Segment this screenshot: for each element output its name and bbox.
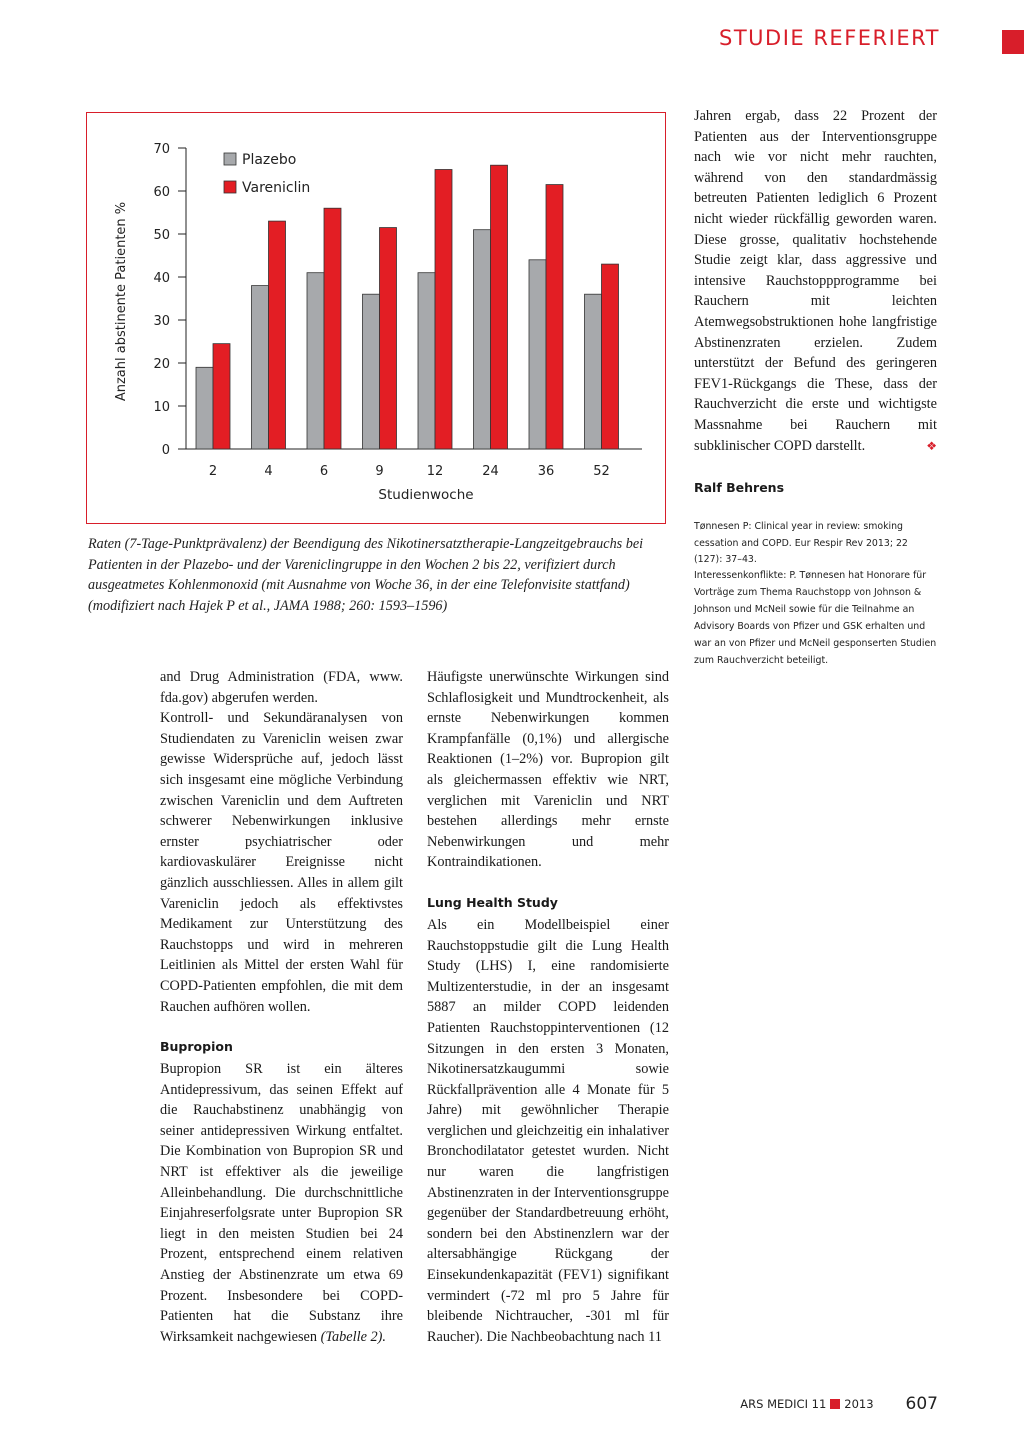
legend-swatch xyxy=(224,153,236,165)
text-column-3 xyxy=(694,106,937,456)
bar-vareniclin xyxy=(213,344,230,449)
header-accent-block xyxy=(1002,30,1024,54)
paragraph: and Drug Administration (FDA, www. fda.gov) abgerufen werden. xyxy=(160,669,403,706)
paragraph-text: Bupropion SR ist ein älteres Antidepressivum, das seinen Effekt auf die Rauchabstinenz unabhängig von seiner antidepressiven Wirkung entfaltet. Die Kombination von Bupropion SR und NRT ist effektiver als die jeweilige Alleinbehandlung. Die durchschnittliche Einjahreserfolgsrate unter Bupropion SR liegt in den meisten Studien bei 24 Prozent, entsprechend einem relativen Anstieg der Abstinenzrate um etwa 69 Prozent. Insbesondere bei COPD-Patienten hat die Substanz ihre Wirksamkeit nachgewiesen xyxy=(160,1061,403,1345)
legend-swatch xyxy=(224,181,236,193)
bar-plazebo xyxy=(307,273,324,449)
bar-vareniclin xyxy=(602,264,619,449)
bar-vareniclin xyxy=(491,165,508,449)
x-tick-label: 36 xyxy=(537,464,555,479)
legend-label: Vareniclin xyxy=(242,180,311,196)
figure-caption: Raten (7-Tage-Punktprävalenz) der Beendigung des Nikotinersatztherapie-Langzeitgebrauchs bei Patienten in der Plazebo- und der Vareniclingruppe in den Wochen 2 bis 22, verifiziert durch ausgeatmetes Kohlenmonoxid (mit Ausnahme von Woche 36, in der eine Telefonvisite stattfand) (modifiziert nach Hajek P et al., JAMA 1988; 260: 1593–1596) xyxy=(88,536,644,614)
bar-vareniclin xyxy=(435,170,452,450)
paragraph: Kontroll- und Sekundäranalysen von Studiendaten zu Vareniclin weisen zwar gewisse Widersprüche auf, jedoch lässt sich insgesamt eine mögliche Verbindung zwischen Vareniclin und dem Auftreten schwerer Nebenwirkungen inklusive ernster psychiatrischer oder kardiovaskulärer Ereignisse nicht gänzlich ausschliessen. Alles in allem gilt Vareniclin jedoch als effektivstes Medikament zur Unterstützung des Rauchstopps und wird in mehreren Leitlinien als Mittel der ersten Wahl für COPD-Patienten empfohlen, die mit dem Rauchen aufhören wollen. xyxy=(160,710,403,1015)
x-tick-label: 12 xyxy=(426,464,444,479)
x-tick-label: 24 xyxy=(482,464,499,479)
paragraph xyxy=(160,1059,403,1347)
x-tick-label: 52 xyxy=(593,464,610,479)
x-axis-label: Studienwoche xyxy=(378,487,474,503)
bar-plazebo xyxy=(196,367,213,449)
reference: Tønnesen P: Clinical year in review: smoking cessation and COPD. Eur Respir Rev 2013; 22 (127): 37–43. xyxy=(694,521,908,565)
journal-name: ARS MEDICI 11 xyxy=(740,1397,827,1411)
page-number: 607 xyxy=(905,1394,938,1414)
bar-plazebo xyxy=(363,294,380,449)
y-tick-label: 40 xyxy=(153,271,170,286)
conflict-of-interest: Interessenkonflikte: P. Tønnesen hat Honorare für Vorträge zum Thema Rauchstopp von Johnson & Johnson und McNeil sowie für die Teilnahme an Advisory Boards von Pfizer und GSK erhalten und war an von Pfizer und McNeil gesponserten Studien zum Rauchverzicht beteiligt. xyxy=(694,570,937,666)
bar-plazebo xyxy=(585,294,602,449)
y-tick-label: 70 xyxy=(153,142,170,157)
bar-vareniclin xyxy=(324,208,341,449)
x-tick-label: 4 xyxy=(264,464,273,479)
text-column-2 xyxy=(427,667,669,1347)
y-axis-label: Anzahl abstinente Patienten % xyxy=(114,201,129,402)
text-column-1 xyxy=(160,667,403,1347)
journal-year: 2013 xyxy=(844,1397,874,1411)
paragraph: Als ein Modellbeispiel einer Rauchstoppstudie gilt die Lung Health Study (LHS) I, eine randomisierte Multizenterstudie, in der an insgesamt 5887 an milder COPD leidenden Patienten Rauchstoppinterventionen (12 Sitzungen in den ersten 3 Monaten, Nikotinersatzkaugummi sowie Rückfallprävention alle 4 Monate für 5 Jahre) mit gewöhnlicher Therapie verglichen und gleichzeitig ein inhalativer Bronchodilatator getestet wurden. Nicht nur waren die langfristigen Abstinenzraten in der Interventionsgruppe gegenüber der Standardbetreuung erhöht, sondern bei den Abstinenzlern war der altersabhängige Rückgang der Einsekundenkapazität (FEV1) signifikant vermindert (-72 ml pro 5 Jahre für bleibende Nichtraucher, -301 ml für Raucher). Die Nachbeobachtung nach 11 xyxy=(427,916,669,1345)
bar-vareniclin xyxy=(546,185,563,449)
bar-plazebo xyxy=(418,273,435,449)
x-tick-label: 6 xyxy=(319,464,329,479)
paragraph xyxy=(694,106,937,456)
y-tick-label: 0 xyxy=(161,443,170,458)
bar-plazebo xyxy=(474,230,491,449)
y-tick-label: 50 xyxy=(153,228,170,243)
y-tick-label: 30 xyxy=(153,314,170,329)
table-reference: (Tabelle 2). xyxy=(320,1328,386,1345)
author-name: Ralf Behrens xyxy=(694,480,785,495)
y-tick-label: 20 xyxy=(153,357,170,372)
bar-plazebo xyxy=(529,260,546,449)
paragraph-text: Jahren ergab, dass 22 Prozent der Patienten aus der Interventionsgruppe nach wie vor nicht mehr rauchten, während von den standardmässig betreuten Patienten lediglich 6 Prozent nicht wieder rückfällig geworden waren. Diese grosse, qualitativ hochstehende Studie zeigt klar, dass aggressive und intensive Rauchstoppprogramme bei Rauchern mit leichten Atemwegsobstruktionen hohe langfristige Abstinenzraten erzielen. Zudem unterstützt der Befund des geringeren FEV1-Rückgangs die These, dass der Rauchverzicht die erste und wichtigste Massnahme bei Rauchern mit subklinischer COPD darstellt. xyxy=(694,108,937,454)
bar-chart xyxy=(87,113,665,523)
footer-square-icon xyxy=(830,1399,840,1409)
x-tick-label: 9 xyxy=(375,464,384,479)
bar-vareniclin xyxy=(269,221,286,449)
x-tick-label: 2 xyxy=(208,464,218,479)
legend-label: Plazebo xyxy=(242,152,297,168)
section-heading: Lung Health Study xyxy=(427,894,558,910)
paragraph: Häufigste unerwünschte Wirkungen sind Schlaflosigkeit und Mundtrockenheit, als ernste Nebenwirkungen kommen Krampfanfälle (0,1%) und allergische Reaktionen (1–2%) vor. Bupropion gilt als gleichermassen effektiv wie NRT, verglichen mit Vareniclin und NRT bestehen allerdings mehr ernste Nebenwirkungen und mehr Kontraindikationen. xyxy=(427,669,669,871)
bar-plazebo xyxy=(252,286,269,449)
section-title: STUDIE REFERIERT xyxy=(719,26,940,50)
section-heading: Bupropion xyxy=(160,1039,233,1055)
end-of-article-icon: ❖ xyxy=(926,438,937,453)
y-tick-label: 60 xyxy=(153,185,170,200)
bar-vareniclin xyxy=(380,228,397,449)
y-tick-label: 10 xyxy=(153,400,170,415)
page-footer xyxy=(740,1394,938,1414)
chart-frame xyxy=(86,112,666,524)
